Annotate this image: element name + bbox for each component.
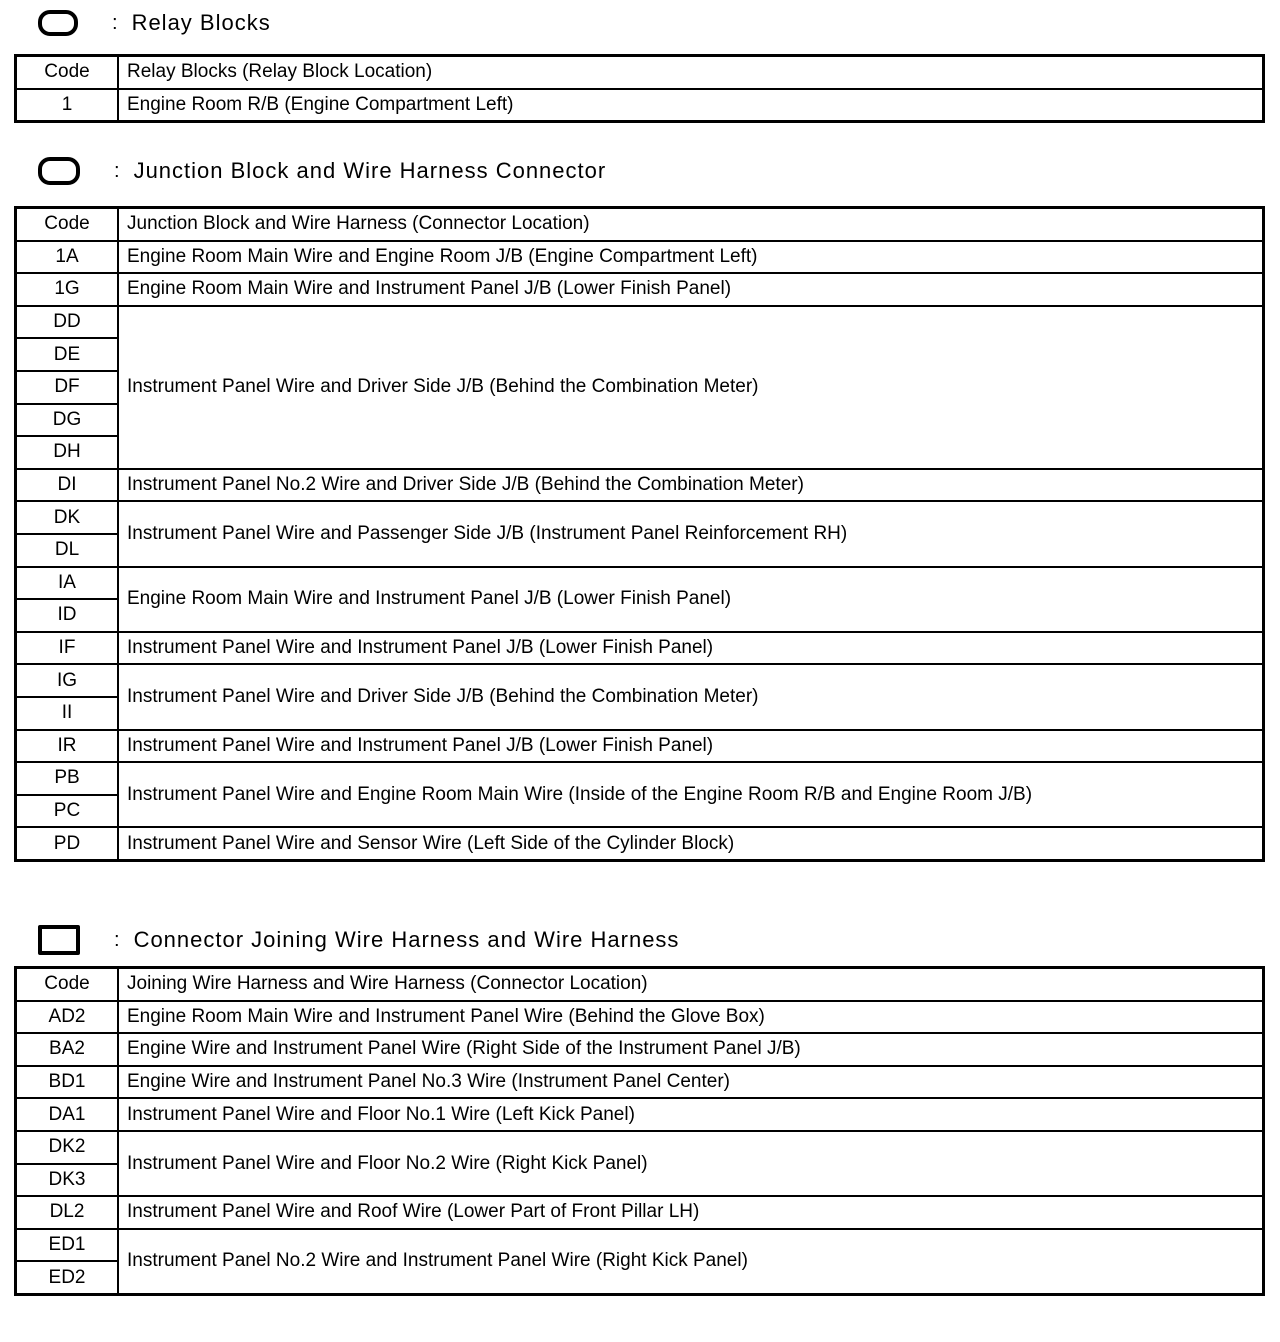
table-header-row: [16, 968, 1264, 1001]
junction-block-table: [14, 206, 1265, 862]
colon: :: [114, 928, 120, 951]
junction-block-symbol-icon: [38, 157, 80, 185]
section-title: Connector Joining Wire Harness and Wire Harness: [133, 927, 680, 952]
table-header-row: [16, 208, 1264, 241]
code-cell: IF: [16, 632, 119, 665]
code-cell: DE: [16, 338, 119, 371]
relay-block-symbol-icon: [38, 10, 78, 36]
location-cell: Instrument Panel Wire and Roof Wire (Lower Part of Front Pillar LH): [118, 1196, 1264, 1229]
table-row: [16, 306, 1264, 339]
table-row: [16, 632, 1264, 665]
code-header: Code: [16, 208, 119, 241]
section-title: Relay Blocks: [131, 10, 271, 35]
location-cell: Engine Room Main Wire and Instrument Panel Wire (Behind the Glove Box): [118, 1001, 1264, 1034]
connector-symbol-icon: [38, 925, 80, 955]
code-cell: 1: [16, 89, 119, 122]
junction-block-heading: [38, 156, 606, 186]
code-cell: IA: [16, 567, 119, 600]
location-cell: Engine Room Main Wire and Instrument Panel J/B (Lower Finish Panel): [118, 567, 1264, 632]
table-row: [16, 1196, 1264, 1229]
location-cell: Instrument Panel Wire and Instrument Panel J/B (Lower Finish Panel): [118, 730, 1264, 763]
table-row: [16, 730, 1264, 763]
location-cell: Engine Wire and Instrument Panel No.3 Wire (Instrument Panel Center): [118, 1066, 1264, 1099]
location-cell: Instrument Panel Wire and Floor No.1 Wire (Left Kick Panel): [118, 1098, 1264, 1131]
table-row: [16, 1098, 1264, 1131]
description-header: Relay Blocks (Relay Block Location): [118, 56, 1264, 89]
colon: :: [114, 159, 120, 182]
table-row: [16, 1131, 1264, 1164]
location-cell: Instrument Panel Wire and Engine Room Main Wire (Inside of the Engine Room R/B and Engine Room J/B): [118, 762, 1264, 827]
code-cell: DI: [16, 469, 119, 502]
code-cell: BA2: [16, 1033, 119, 1066]
code-header: Code: [16, 968, 119, 1001]
code-cell: II: [16, 697, 119, 730]
table-row: [16, 241, 1264, 274]
location-cell: Engine Wire and Instrument Panel Wire (Right Side of the Instrument Panel J/B): [118, 1033, 1264, 1066]
code-cell: DA1: [16, 1098, 119, 1131]
location-cell: Instrument Panel Wire and Sensor Wire (Left Side of the Cylinder Block): [118, 827, 1264, 860]
table-row: [16, 501, 1264, 534]
table-header-row: [16, 56, 1264, 89]
code-cell: 1G: [16, 273, 119, 306]
code-cell: DK: [16, 501, 119, 534]
connector-joining-table: [14, 966, 1265, 1296]
table-row: [16, 762, 1264, 795]
code-cell: DH: [16, 436, 119, 469]
code-header: Code: [16, 56, 119, 89]
code-cell: DL2: [16, 1196, 119, 1229]
table-row: [16, 664, 1264, 697]
section-title: Junction Block and Wire Harness Connector: [133, 158, 607, 183]
code-cell: DK2: [16, 1131, 119, 1164]
code-cell: DK3: [16, 1164, 119, 1197]
relay-blocks-heading: [38, 8, 271, 38]
location-cell: Engine Room Main Wire and Instrument Panel J/B (Lower Finish Panel): [118, 273, 1264, 306]
code-cell: DF: [16, 371, 119, 404]
location-cell: Instrument Panel Wire and Instrument Panel J/B (Lower Finish Panel): [118, 632, 1264, 665]
connector-joining-heading: [38, 925, 679, 955]
code-cell: ED1: [16, 1229, 119, 1262]
table-row: [16, 469, 1264, 502]
code-cell: PD: [16, 827, 119, 860]
code-cell: PB: [16, 762, 119, 795]
location-cell: Instrument Panel Wire and Passenger Side J/B (Instrument Panel Reinforcement RH): [118, 501, 1264, 566]
location-cell: Instrument Panel Wire and Floor No.2 Wire (Right Kick Panel): [118, 1131, 1264, 1196]
table-row: [16, 567, 1264, 600]
code-cell: IR: [16, 730, 119, 763]
location-cell: Engine Room R/B (Engine Compartment Left): [118, 89, 1264, 122]
colon: :: [112, 11, 118, 34]
description-header: Joining Wire Harness and Wire Harness (Connector Location): [118, 968, 1264, 1001]
location-cell: Instrument Panel No.2 Wire and Instrument Panel Wire (Right Kick Panel): [118, 1229, 1264, 1295]
code-cell: ED2: [16, 1261, 119, 1294]
code-cell: BD1: [16, 1066, 119, 1099]
table-row: [16, 1229, 1264, 1262]
code-cell: DD: [16, 306, 119, 339]
location-cell: Engine Room Main Wire and Engine Room J/B (Engine Compartment Left): [118, 241, 1264, 274]
code-cell: PC: [16, 795, 119, 828]
location-cell: Instrument Panel No.2 Wire and Driver Side J/B (Behind the Combination Meter): [118, 469, 1264, 502]
table-row: [16, 827, 1264, 860]
code-cell: AD2: [16, 1001, 119, 1034]
location-cell: Instrument Panel Wire and Driver Side J/B (Behind the Combination Meter): [118, 664, 1264, 729]
code-cell: IG: [16, 664, 119, 697]
table-row: [16, 1033, 1264, 1066]
table-row: [16, 273, 1264, 306]
table-row: [16, 1001, 1264, 1034]
code-cell: DL: [16, 534, 119, 567]
code-cell: 1A: [16, 241, 119, 274]
table-row: [16, 1066, 1264, 1099]
code-cell: DG: [16, 404, 119, 437]
location-cell: Instrument Panel Wire and Driver Side J/B (Behind the Combination Meter): [118, 306, 1264, 469]
description-header: Junction Block and Wire Harness (Connector Location): [118, 208, 1264, 241]
relay-blocks-table: [14, 54, 1265, 123]
table-row: [16, 89, 1264, 122]
code-cell: ID: [16, 599, 119, 632]
